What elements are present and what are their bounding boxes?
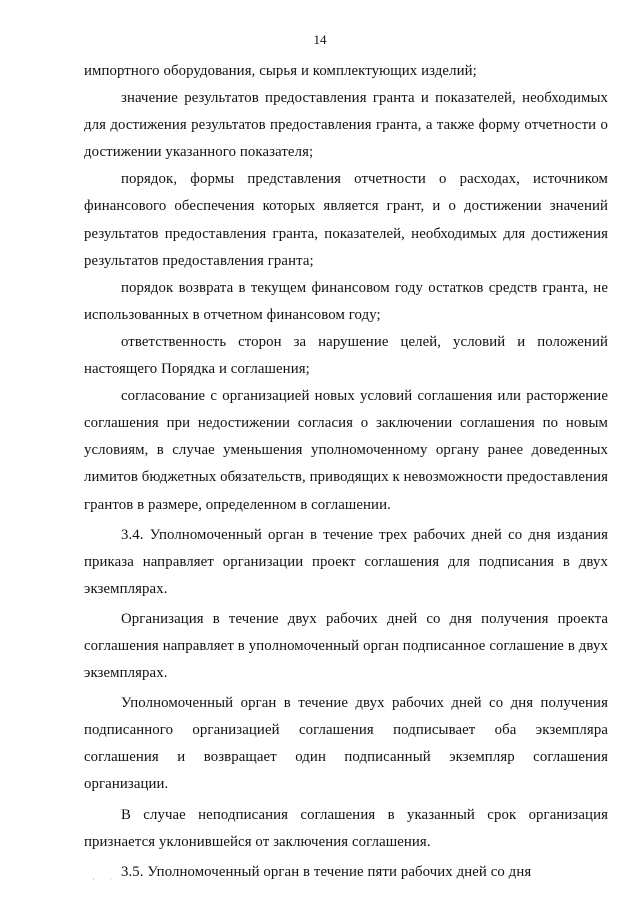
paragraph-grant-return: порядок возврата в текущем финансовом году остатков средств гранта, не использованных в отчетном финансовом году; xyxy=(84,279,608,323)
paragraph-section-3-4: 3.4. Уполномоченный орган в течение трех рабочих дней со дня издания приказа направляет организации проект соглашения для подписания в двух экземплярах. xyxy=(84,526,608,597)
page-number: 14 xyxy=(313,32,327,47)
paragraph-non-signing: В случае неподписания соглашения в указанный срок организация признается уклонившейся от заключения соглашения. xyxy=(84,806,608,850)
document-body xyxy=(84,58,608,886)
paragraph-imported-equipment: импортного оборудования, сырья и комплектующих изделий; xyxy=(84,63,477,79)
paragraph-reporting-procedure: порядок, формы представления отчетности о расходах, источником финансового обеспечения которых является грант, и о достижении значений результатов предоставления гранта, показателей, необходимых для достижения результатов предоставления гранта; xyxy=(84,171,608,269)
paragraph-authority-signing: Уполномоченный орган в течение двух рабочих дней со дня получения подписанного организацией соглашения подписывает оба экземпляра соглашения и возвращает один подписанный экземпляр соглашения организации. xyxy=(84,695,608,793)
scan-artifact: · · xyxy=(92,874,119,884)
paragraph-results-value: значение результатов предоставления гранта и показателей, необходимых для достижения результатов предоставления гранта, а также форму отчетности о достижении указанного показателя; xyxy=(84,90,608,161)
paragraph-section-3-5: 3.5. Уполномоченный орган в течение пяти рабочих дней со дня xyxy=(121,863,532,880)
paragraph-new-conditions: согласование с организацией новых условий соглашения или расторжение соглашения при недостижении согласия о заключении соглашения по новым условиям, в случае уменьшения уполномоченному органу ранее доведенных лимитов бюджетных обязательств, приводящих к невозможности предоставления грантов в размере, определенном в соглашении. xyxy=(84,388,608,513)
paragraph-organization-signing: Организация в течение двух рабочих дней со дня получения проекта соглашения направляет в уполномоченный орган подписанное соглашение в двух экземплярах. xyxy=(84,610,608,682)
paragraph-responsibility: ответственность сторон за нарушение целей, условий и положений настоящего Порядка и соглашения; xyxy=(84,333,608,378)
